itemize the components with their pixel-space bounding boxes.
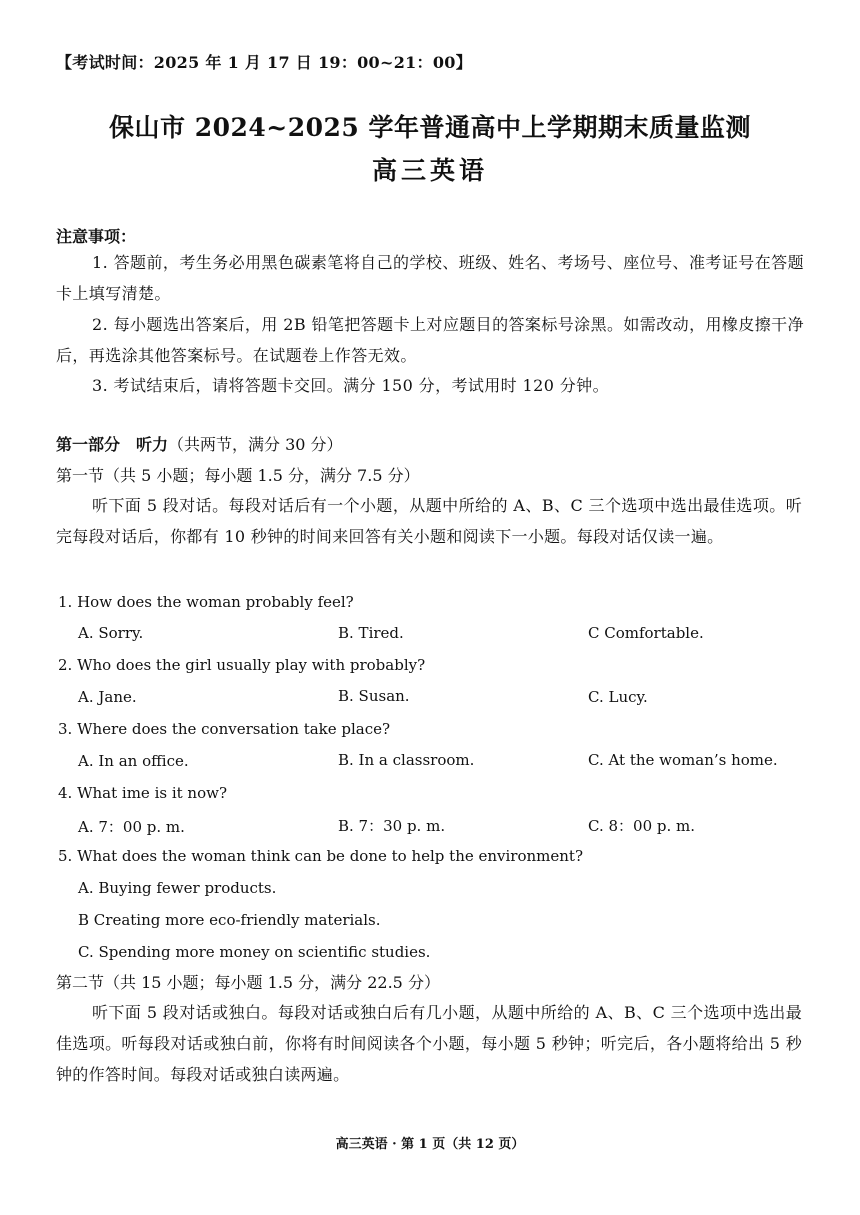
question-1-option-c: C Comfortable. [588,624,704,642]
note-item-2: 2. 每小题选出答案后，用 2B 铅笔把答题卡上对应题目的答案标号涂黑。如需改动，用橡皮擦干净后，再选涂其他答案标号。在试题卷上作答无效。 [56,315,804,365]
part1-heading-score: （共两节，满分 30 分） [168,435,343,454]
note-item-3: 3. 考试结束后，请将答题卡交回。满分 150 分，考试用时 120 分钟。 [92,376,609,395]
question-4-option-c: C. 8：00 p. m. [588,817,696,835]
section1-instruction: 听下面 5 段对话。每段对话后有一个小题，从题中所给的 A、B、C 三个选项中选出最佳选项。听完每段对话后，你都有 10 秒钟的时间来回答有关小题和阅读下一小题。每段对话仅读一遍。 [56,496,802,546]
section2-heading: 第二节（共 15 小题；每小题 1.5 分，满分 22.5 分） [56,973,440,992]
question-1-stem: 1. How does the woman probably feel? [58,593,354,611]
question-2-option-a: A. Jane. [78,688,137,706]
question-2-option-c: C. Lucy. [588,688,648,706]
question-3-option-a: A. In an office. [78,752,189,770]
section1-heading: 第一节（共 5 小题；每小题 1.5 分，满分 7.5 分） [56,466,420,485]
question-5-stem: 5. What does the woman think can be done to help the environment? [58,847,583,865]
question-5-option-a: A. Buying fewer products. [78,879,277,897]
question-1-option-a: A. Sorry. [78,624,144,642]
question-3-option-c: C. At the woman’s home. [588,751,778,769]
exam-title: 保山市 2024~2025 学年普通高中上学期期末质量监测 [108,113,752,142]
question-2-option-b: B. Susan. [338,687,410,705]
part1-heading-title: 第一部分 听力 [56,435,169,454]
question-4-option-b: B. 7：30 p. m. [338,817,446,835]
question-5-option-b: B Creating more eco-friendly materials. [78,911,381,929]
part1-heading [56,432,343,455]
section2-instruction: 听下面 5 段对话或独白。每段对话或独白后有几小题，从题中所给的 A、B、C 三个选项中选出最佳选项。听每段对话或独白前，你将有时间阅读各个小题，每小题 5 秒钟；听完后，各小题将给出 5 秒钟的作答时间。每段对话或独白读两遍。 [56,1003,802,1084]
question-5-option-c: C. Spending more money on scientific studies. [78,943,431,961]
question-3-stem: 3. Where does the conversation take place? [58,720,391,738]
exam-subtitle: 高三英语 [371,156,488,185]
exam-time: 【考试时间：2025 年 1 月 17 日 19：00~21：00】 [56,53,473,72]
question-1-option-b: B. Tired. [338,624,404,642]
question-4-option-a: A. 7：00 p. m. [78,818,185,836]
question-2-stem: 2. Who does the girl usually play with probably? [58,656,426,674]
question-3-option-b: B. In a classroom. [338,751,475,769]
note-item-1: 1. 答题前，考生务必用黑色碳素笔将自己的学校、班级、姓名、考场号、座位号、准考证号在答题卡上填写清楚。 [56,253,804,303]
page-footer: 高三英语 · 第 1 页（共 12 页） [335,1137,525,1152]
notes-heading: 注意事项： [56,227,137,246]
question-4-stem: 4. What ime is it now? [58,784,227,802]
